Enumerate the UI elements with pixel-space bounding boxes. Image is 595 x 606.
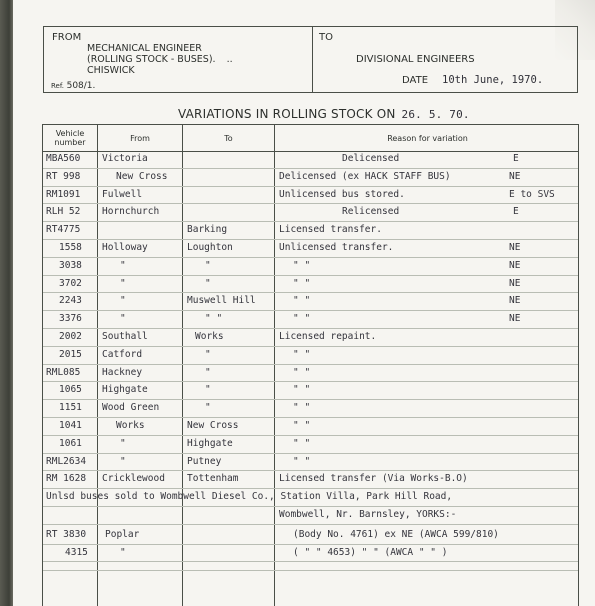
row-rule (43, 203, 578, 204)
vehicle-number: RT 3830 (46, 528, 87, 540)
variations-table (42, 124, 579, 606)
to-depot: Tottenham (187, 473, 239, 485)
row-rule (43, 310, 578, 311)
vehicle-number: RM1091 (46, 188, 81, 200)
column-header-from: From (130, 134, 150, 143)
column-header-vehicle: Vehicle number (54, 129, 86, 147)
reason-text: Licensed transfer (Via Works-B.O) (279, 473, 468, 485)
reason-text: " " (293, 455, 311, 467)
to-depot: " (205, 259, 211, 271)
reason-text: " " (293, 348, 311, 360)
vehicle-number: 3376 (59, 313, 82, 325)
sender-extra: .. (226, 54, 233, 65)
to-depot: New Cross (187, 420, 239, 431)
division-code: NE (509, 277, 521, 289)
row-rule (43, 346, 578, 347)
row-rule (43, 292, 578, 293)
division-code: E (513, 206, 519, 218)
vehicle-number: 3038 (59, 259, 82, 271)
vehicle-number: 2243 (59, 295, 82, 307)
column-header-reason: Reason for variation (387, 134, 468, 143)
from-depot: Hackney (102, 366, 143, 378)
reason-text: " " (293, 402, 311, 414)
row-rule (43, 381, 578, 382)
division-code: E (513, 153, 519, 164)
reason-text: ( " " 4653) " " (AWCA " " ) (293, 546, 448, 558)
reason-text: " " (293, 437, 311, 449)
from-depot: Works (116, 420, 145, 431)
sender-block (87, 43, 233, 76)
from-depot: " (120, 295, 126, 307)
from-depot: Southall (102, 331, 148, 342)
vehicle-number: MBA560 (46, 153, 81, 164)
row-rule (43, 524, 578, 525)
reason-text: " " (293, 313, 311, 325)
ref-label: Ref. (51, 82, 65, 90)
row-rule (43, 239, 578, 240)
row-rule (43, 417, 578, 418)
to-depot: Muswell Hill (187, 295, 256, 307)
from-depot: Cricklewood (102, 473, 165, 485)
vehicle-number: 1041 (59, 420, 82, 431)
to-depot: " " (205, 313, 223, 325)
note-line: Unlsd buses sold to Wombwell Diesel Co., Station Villa, Park Hill Road, (46, 491, 453, 503)
date-value: 10th June, 1970. (442, 74, 544, 86)
vehicle-number: 1558 (59, 242, 82, 253)
date-label: DATE (402, 75, 429, 86)
note-line: Wombwell, Nr. Barnsley, YORKS:- (279, 509, 457, 520)
reason-text: " " (293, 420, 311, 431)
reason-text: " " (293, 384, 311, 396)
to-depot: " (205, 384, 211, 396)
row-rule (43, 488, 578, 489)
vehicle-number: 1061 (59, 437, 82, 449)
vehicle-number: 2002 (59, 331, 82, 342)
reason-text: Delicensed (ex HACK STAFF BUS) (279, 170, 451, 182)
row-rule (43, 544, 578, 545)
reason-text: " " (293, 366, 311, 378)
vehicle-number: RT4775 (46, 224, 81, 236)
title-date: 26. 5. 70. (401, 108, 470, 121)
ref-field (51, 81, 95, 91)
division-code: NE (509, 259, 521, 271)
reason-text: " " (293, 295, 311, 307)
ref-value: 508/1. (66, 81, 96, 91)
row-rule (43, 168, 578, 169)
from-depot: Catford (102, 348, 143, 360)
to-depot: Loughton (187, 242, 233, 253)
row-rule (43, 506, 578, 507)
to-depot: Works (195, 331, 224, 342)
to-depot: Barking (187, 224, 228, 236)
sender-line: (ROLLING STOCK - BUSES). .. (87, 54, 233, 65)
recipient: DIVISIONAL ENGINEERS (356, 54, 475, 65)
reason-text: " " (293, 277, 311, 289)
column-divider (274, 125, 275, 606)
from-depot: Victoria (102, 153, 148, 164)
vehicle-number: RML085 (46, 366, 81, 378)
to-depot: " (205, 348, 211, 360)
reason-text: Relicensed (342, 206, 400, 218)
reason-text: Licensed repaint. (279, 331, 377, 342)
page-title (178, 107, 470, 121)
reason-text: (Body No. 4761) ex NE (AWCA 599/810) (293, 528, 499, 540)
to-depot: " (205, 366, 211, 378)
from-depot: Hornchurch (102, 206, 160, 218)
vehicle-number: 1151 (59, 402, 82, 414)
from-depot: " (120, 313, 126, 325)
sender-line: CHISWICK (87, 65, 135, 76)
to-depot: " (205, 277, 211, 289)
from-depot: Highgate (102, 384, 148, 396)
from-depot: " (120, 437, 126, 449)
sender-line: MECHANICAL ENGINEER (87, 43, 202, 54)
vehicle-number: RM 1628 (46, 473, 87, 485)
row-rule (43, 453, 578, 454)
vehicle-number: 4315 (65, 546, 88, 558)
row-rule (43, 257, 578, 258)
from-depot: " (120, 546, 126, 558)
row-rule (43, 328, 578, 329)
reason-text: Licensed transfer. (279, 224, 382, 236)
row-rule (43, 570, 578, 571)
from-label: FROM (52, 32, 82, 43)
from-depot: Poplar (105, 528, 140, 540)
division-code: E to SVS (509, 188, 555, 200)
from-depot: " (120, 277, 126, 289)
division-code: NE (509, 313, 521, 325)
to-depot: Putney (187, 455, 222, 467)
from-depot: Holloway (102, 242, 148, 253)
vehicle-number: RT 998 (46, 170, 81, 182)
row-rule (43, 221, 578, 222)
header-rule (43, 151, 578, 152)
from-depot: Wood Green (102, 402, 160, 414)
division-code: NE (509, 295, 521, 307)
row-rule (43, 470, 578, 471)
binder-spine (0, 0, 13, 606)
row-rule (43, 399, 578, 400)
vehicle-number: RLH 52 (46, 206, 81, 218)
reason-text: Unlicensed transfer. (279, 242, 394, 253)
from-depot: Fulwell (102, 188, 143, 200)
row-rule (43, 435, 578, 436)
column-header-to: To (224, 134, 233, 143)
header-divider (312, 27, 313, 92)
vehicle-number: 3702 (59, 277, 82, 289)
to-label: TO (319, 32, 333, 43)
from-depot: " (120, 455, 126, 467)
row-rule (43, 561, 578, 562)
to-depot: Highgate (187, 437, 233, 449)
column-divider (97, 125, 98, 606)
vehicle-number: RML2634 (46, 455, 87, 467)
row-rule (43, 275, 578, 276)
division-code: NE (509, 242, 521, 253)
vehicle-number: 1065 (59, 384, 82, 396)
division-code: NE (509, 170, 521, 182)
from-depot: " (120, 259, 126, 271)
reason-text: Unlicensed bus stored. (279, 188, 405, 200)
title-text: VARIATIONS IN ROLLING STOCK ON (178, 107, 396, 121)
memo-header-box (43, 26, 578, 93)
reason-text: Delicensed (342, 153, 400, 164)
column-divider (182, 125, 183, 606)
reason-text: " " (293, 259, 311, 271)
row-rule (43, 364, 578, 365)
row-rule (43, 186, 578, 187)
to-depot: " (205, 402, 211, 414)
from-depot: New Cross (116, 170, 168, 182)
vehicle-number: 2015 (59, 348, 82, 360)
